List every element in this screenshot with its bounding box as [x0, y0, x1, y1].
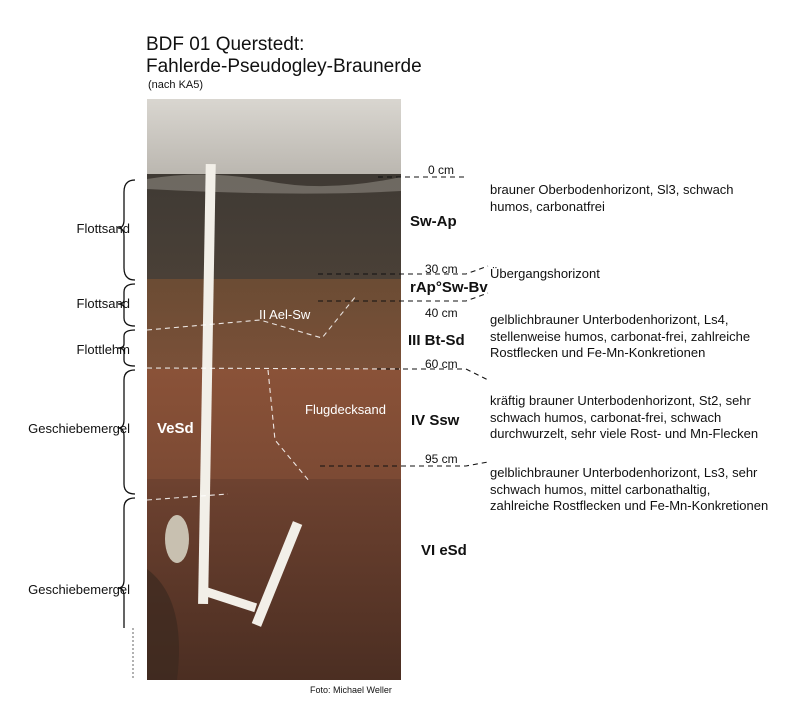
material-flottsand-1: Flottsand: [76, 221, 130, 236]
photo-credit: Foto: Michael Weller: [310, 685, 392, 695]
description-line: schwach humos, mittel carbonathaltig,: [490, 481, 711, 497]
horizon-label-bt-sd: III Bt-Sd: [408, 332, 465, 349]
description-line: durchwurzelt, sehr viele Rost- und Mn-Flecken: [490, 426, 759, 441]
horizon-label-rap-sw-bv: rAp°Sw-Bv: [410, 279, 488, 296]
description-line: Rostflecken und Fe-Mn-Konkretionen: [490, 345, 706, 360]
photo-boundaries: [147, 296, 400, 500]
title: BDF 01 Querstedt:: [146, 34, 305, 55]
marker-30cm: [318, 266, 488, 274]
marker-40cm: [318, 293, 488, 301]
left-brackets: [118, 180, 135, 628]
depth-95: 95 cm: [425, 452, 458, 466]
material-geschiebemergel-1: Geschiebemergel: [28, 421, 130, 436]
description-line: brauner Oberbodenhorizont, Sl3, schwach: [490, 182, 734, 197]
description-line: zahlreiche Rostflecken und Fe-Mn-Konkretionen: [490, 498, 769, 513]
description-line: stellenweise humos, carbonat-frei, zahlreiche: [490, 328, 751, 344]
description-line: schwach humos, carbonat-frei, schwach: [490, 409, 722, 425]
bracket-flottsand-2: [118, 284, 135, 326]
description-line: kräftig brauner Unterbodenhorizont, St2, sehr: [490, 393, 751, 408]
marker-95cm: [320, 462, 488, 466]
horizon-label-sw-ap: Sw-Ap: [410, 213, 457, 230]
horizon-label-ssw: IV Ssw: [411, 412, 460, 429]
marker-60cm: [376, 369, 488, 380]
description-line: gelblichbrauner Unterbodenhorizont, Ls4,: [490, 312, 729, 327]
bracket-geschiebemergel-2: [118, 498, 135, 628]
material-label-flugdecksand: Flugdecksand: [305, 402, 386, 417]
horizon-label-vesd: VeSd: [157, 420, 194, 437]
bracket-flottsand-1: [118, 180, 135, 280]
horizon-label-ael-sw: II Ael-Sw: [259, 307, 311, 322]
material-geschiebemergel-2: Geschiebemergel: [28, 582, 130, 597]
material-flottlehm: Flottlehm: [76, 342, 130, 357]
bracket-flottlehm: [118, 330, 135, 366]
bracket-geschiebemergel-1: [118, 370, 135, 494]
depth-40: 40 cm: [425, 306, 458, 320]
material-flottsand-2: Flottsand: [76, 296, 130, 311]
subtitle: Fahlerde-Pseudogley-Braunerde: [146, 56, 422, 77]
description-line: Übergangshorizont: [490, 266, 600, 281]
depth-30: 30 cm: [425, 262, 458, 276]
depth-0: 0 cm: [428, 163, 455, 177]
depth-markers: [318, 177, 488, 466]
depth-60: 60 cm: [425, 357, 458, 371]
description-line: gelblichbrauner Unterbodenhorizont, Ls3, sehr: [490, 465, 758, 480]
description-line: humos, carbonatfrei: [490, 198, 605, 214]
classification-note: (nach KA5): [148, 79, 204, 91]
horizon-label-esd: VI eSd: [421, 542, 467, 559]
